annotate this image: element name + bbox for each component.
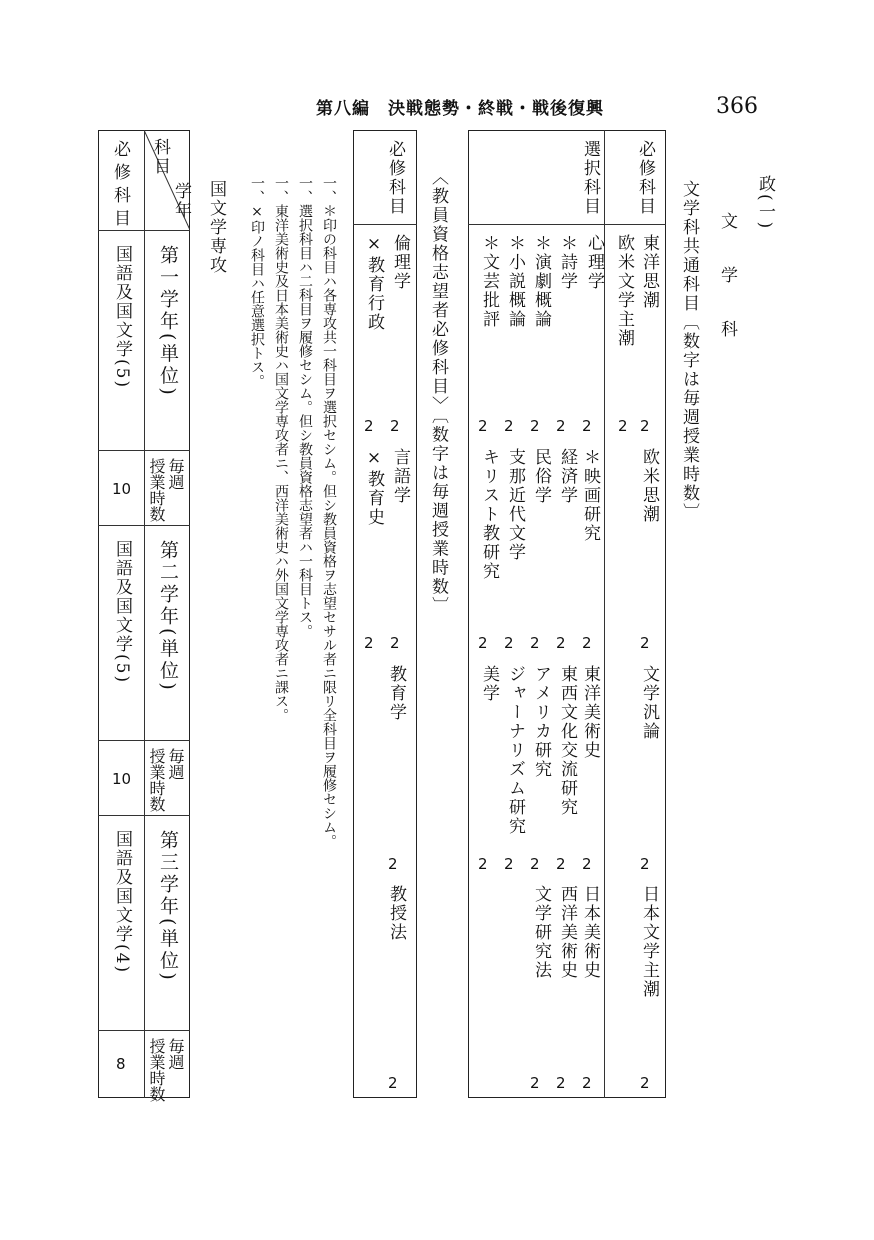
elective-subject: アメリカ研究 — [531, 665, 551, 779]
elective-subject: ＊文芸批評 — [479, 234, 499, 329]
elective-subject: 民俗学 — [531, 448, 551, 505]
hours-value: 2 — [504, 855, 514, 873]
teacher-required-label: 必修科目 — [385, 140, 405, 216]
hours-value: 2 — [388, 855, 398, 873]
table-divider — [98, 1030, 190, 1031]
hours-value: 2 — [618, 417, 628, 435]
table-divider — [98, 525, 190, 526]
required-subject: 文学汎論 — [639, 665, 659, 741]
hours-label: 授業時数 — [147, 458, 166, 522]
hours-value: 2 — [582, 1074, 592, 1092]
hours-value: 2 — [364, 417, 374, 435]
hours-value: 2 — [582, 417, 592, 435]
page-number: 366 — [716, 94, 758, 119]
elective-subject: 経済学 — [557, 448, 577, 505]
hours-value: 2 — [640, 855, 650, 873]
hours-value: 2 — [556, 855, 566, 873]
hours-value: 2 — [582, 634, 592, 652]
teacher-subject: 言語学 — [390, 448, 410, 505]
department-title: 文 学 科 — [717, 212, 737, 347]
major-hours: 8 — [116, 1055, 126, 1073]
hours-value: 2 — [504, 634, 514, 652]
year-label: 第三学年(単位) — [157, 830, 179, 983]
major-title: 国文学専攻 — [206, 180, 226, 275]
teacher-subject: 倫理学 — [390, 234, 410, 291]
hours-value: 2 — [388, 1074, 398, 1092]
major-subject: 国語及国文学(4) — [112, 830, 132, 975]
common-subjects-title: 文学科共通科目〔数字は毎週授業時数〕 — [679, 180, 699, 522]
major-required-label: 必修科目 — [110, 140, 130, 232]
hours-label: 毎週 — [166, 1038, 185, 1070]
hours-value: 2 — [530, 417, 540, 435]
year-label: 第一学年(単位) — [157, 245, 179, 398]
elective-subject: ＊映画研究 — [580, 448, 600, 543]
teacher-subject: ×教育行政 — [364, 234, 384, 332]
required-subject: 東洋思潮 — [639, 234, 659, 310]
table-divider — [98, 450, 190, 451]
required-subject: 日本文学主潮 — [639, 885, 659, 999]
table-divider — [144, 130, 145, 1098]
hours-value: 2 — [640, 1074, 650, 1092]
elective-subject: ＊詩学 — [557, 234, 577, 291]
required-subject: 欧米文学主潮 — [614, 234, 634, 348]
hours-value: 2 — [640, 634, 650, 652]
elective-label: 選択科目 — [580, 140, 600, 216]
elective-subject: 心理学 — [584, 234, 604, 291]
hours-label: 授業時数 — [147, 1038, 166, 1102]
teacher-subjects-title: 〈教員資格志望者必修科目〉〔数字は毎週授業時数〕 — [428, 168, 448, 616]
hours-value: 2 — [390, 634, 400, 652]
corner-year-label: 学年 — [171, 182, 191, 220]
elective-subject: 文学研究法 — [531, 885, 551, 980]
elective-subject: ジャーナリズム研究 — [505, 665, 525, 836]
note: 一、×印ノ科目ハ任意選択トス。 — [249, 176, 265, 388]
hours-value: 2 — [478, 634, 488, 652]
corner-subject-label: 科目 — [150, 138, 170, 176]
required-label: 必修科目 — [635, 140, 655, 216]
note: 一、選択科目ハ二科目ヲ履修セシム。但シ教員資格志望者ハ一科目トス。 — [297, 176, 313, 638]
teacher-subject: 教育学 — [386, 665, 406, 722]
hours-value: 2 — [390, 417, 400, 435]
hours-value: 2 — [478, 855, 488, 873]
note: 一、＊印の科目ハ各専攻共一科目ヲ選択セシム。但シ教員資格ヲ志望セサル者ニ限リ全科目ヲ履修セシム。 — [321, 176, 337, 848]
hours-value: 2 — [530, 855, 540, 873]
hours-value: 2 — [364, 634, 374, 652]
elective-subject: ＊小説概論 — [505, 234, 525, 329]
required-subject: 欧米思潮 — [639, 448, 659, 524]
table-divider — [468, 224, 666, 225]
major-subject: 国語及国文学(5) — [112, 540, 132, 685]
hours-value: 2 — [582, 855, 592, 873]
hours-label: 毎週 — [166, 458, 185, 490]
hours-value: 2 — [478, 417, 488, 435]
elective-subject: 東西文化交流研究 — [557, 665, 577, 817]
hours-value: 2 — [556, 417, 566, 435]
elective-subject: 日本美術史 — [580, 885, 600, 980]
teacher-subject: 教授法 — [386, 885, 406, 942]
table-divider — [98, 740, 190, 741]
section-label: 政(一) — [755, 175, 775, 231]
hours-value: 2 — [504, 417, 514, 435]
major-subject: 国語及国文学(5) — [112, 245, 132, 390]
hours-label: 授業時数 — [147, 748, 166, 812]
hours-label: 毎週 — [166, 748, 185, 780]
table-divider — [353, 224, 417, 225]
elective-subject: ＊演劇概論 — [531, 234, 551, 329]
elective-subject: 東洋美術史 — [580, 665, 600, 760]
year-label: 第二学年(単位) — [157, 540, 179, 693]
elective-subject: 支那近代文学 — [505, 448, 525, 562]
note: 一、東洋美術史及日本美術史ハ国文学専攻者ニ、西洋美術史ハ外国文学専攻者ニ課ス。 — [273, 176, 289, 722]
major-hours: 10 — [112, 770, 132, 788]
hours-value: 2 — [640, 417, 650, 435]
teacher-subject: ×教育史 — [364, 448, 384, 527]
elective-subject: 西洋美術史 — [557, 885, 577, 980]
running-header: 第八編 決戦態勢・終戦・戦後復興 — [316, 99, 604, 119]
elective-subject: キリスト教研究 — [479, 448, 499, 581]
hours-value: 2 — [530, 1074, 540, 1092]
hours-value: 2 — [556, 634, 566, 652]
elective-subject: 美学 — [479, 665, 499, 703]
hours-value: 2 — [530, 634, 540, 652]
hours-value: 2 — [556, 1074, 566, 1092]
major-hours: 10 — [112, 480, 132, 498]
table-divider — [98, 815, 190, 816]
